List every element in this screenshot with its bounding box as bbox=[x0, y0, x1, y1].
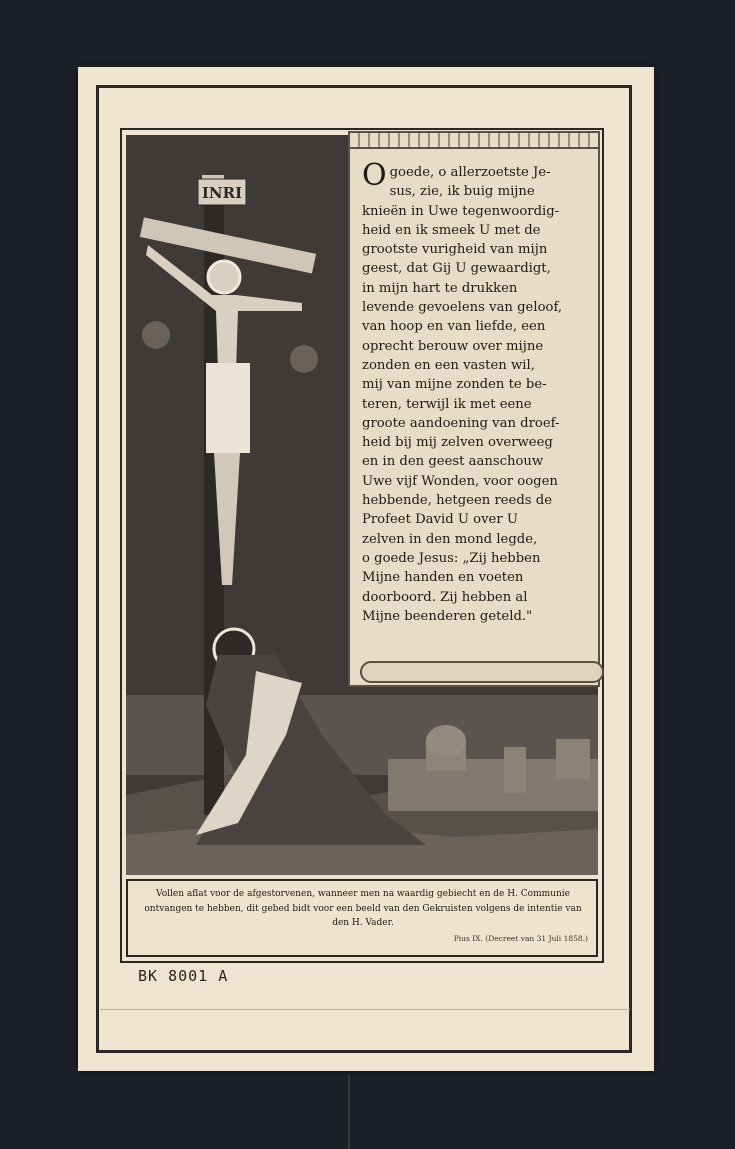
inri-label: INRI bbox=[201, 184, 243, 202]
card-code: BK 8001 A bbox=[138, 967, 229, 985]
background-crack bbox=[348, 1075, 350, 1149]
prayer-body: goede, o allerzoetste Je- sus, zie, ik buig mijne knieën in Uwe tegenwoordig- heid en ik smeek U met de grootste vurigheid van mijn geest, dat Gij U gewaardigt, in mijn hart te drukken levende gevoelens van geloof, van hoop en van liefde, een oprecht berouw over mijne zonden en een vasten wil, mij van mijne zonden te be- teren, terwijl ik met eene groote aandoening van droef- heid bij mij zelven overweeg en in den geest aanschouw Uwe vijf Wonden, voor oogen hebbende, hetgeen reeds de Profeet David U over U zelven in den mond legde, o goede Jesus: „Zij hebben Mijne handen en voeten doorboord. Zij hebben al Mijne beenderen geteld." bbox=[362, 165, 563, 624]
prayer-text bbox=[362, 158, 590, 626]
decree-citation: Pius IX. (Decreet van 31 Juli 1858.) bbox=[453, 934, 588, 943]
prayer-card bbox=[78, 67, 654, 1071]
bottom-band bbox=[100, 1009, 630, 1054]
scroll-roll bbox=[360, 661, 604, 683]
indulgence-text: Vollen aflat voor de afgestorvenen, wanneer men na waardig gebiecht en de H. Communie ontvangen te hebben, dit gebed bidt voor een beeld van den Gekruisten volgens de intentie van den H. Vader. bbox=[144, 889, 582, 928]
prayer-dropcap: O bbox=[362, 158, 387, 193]
